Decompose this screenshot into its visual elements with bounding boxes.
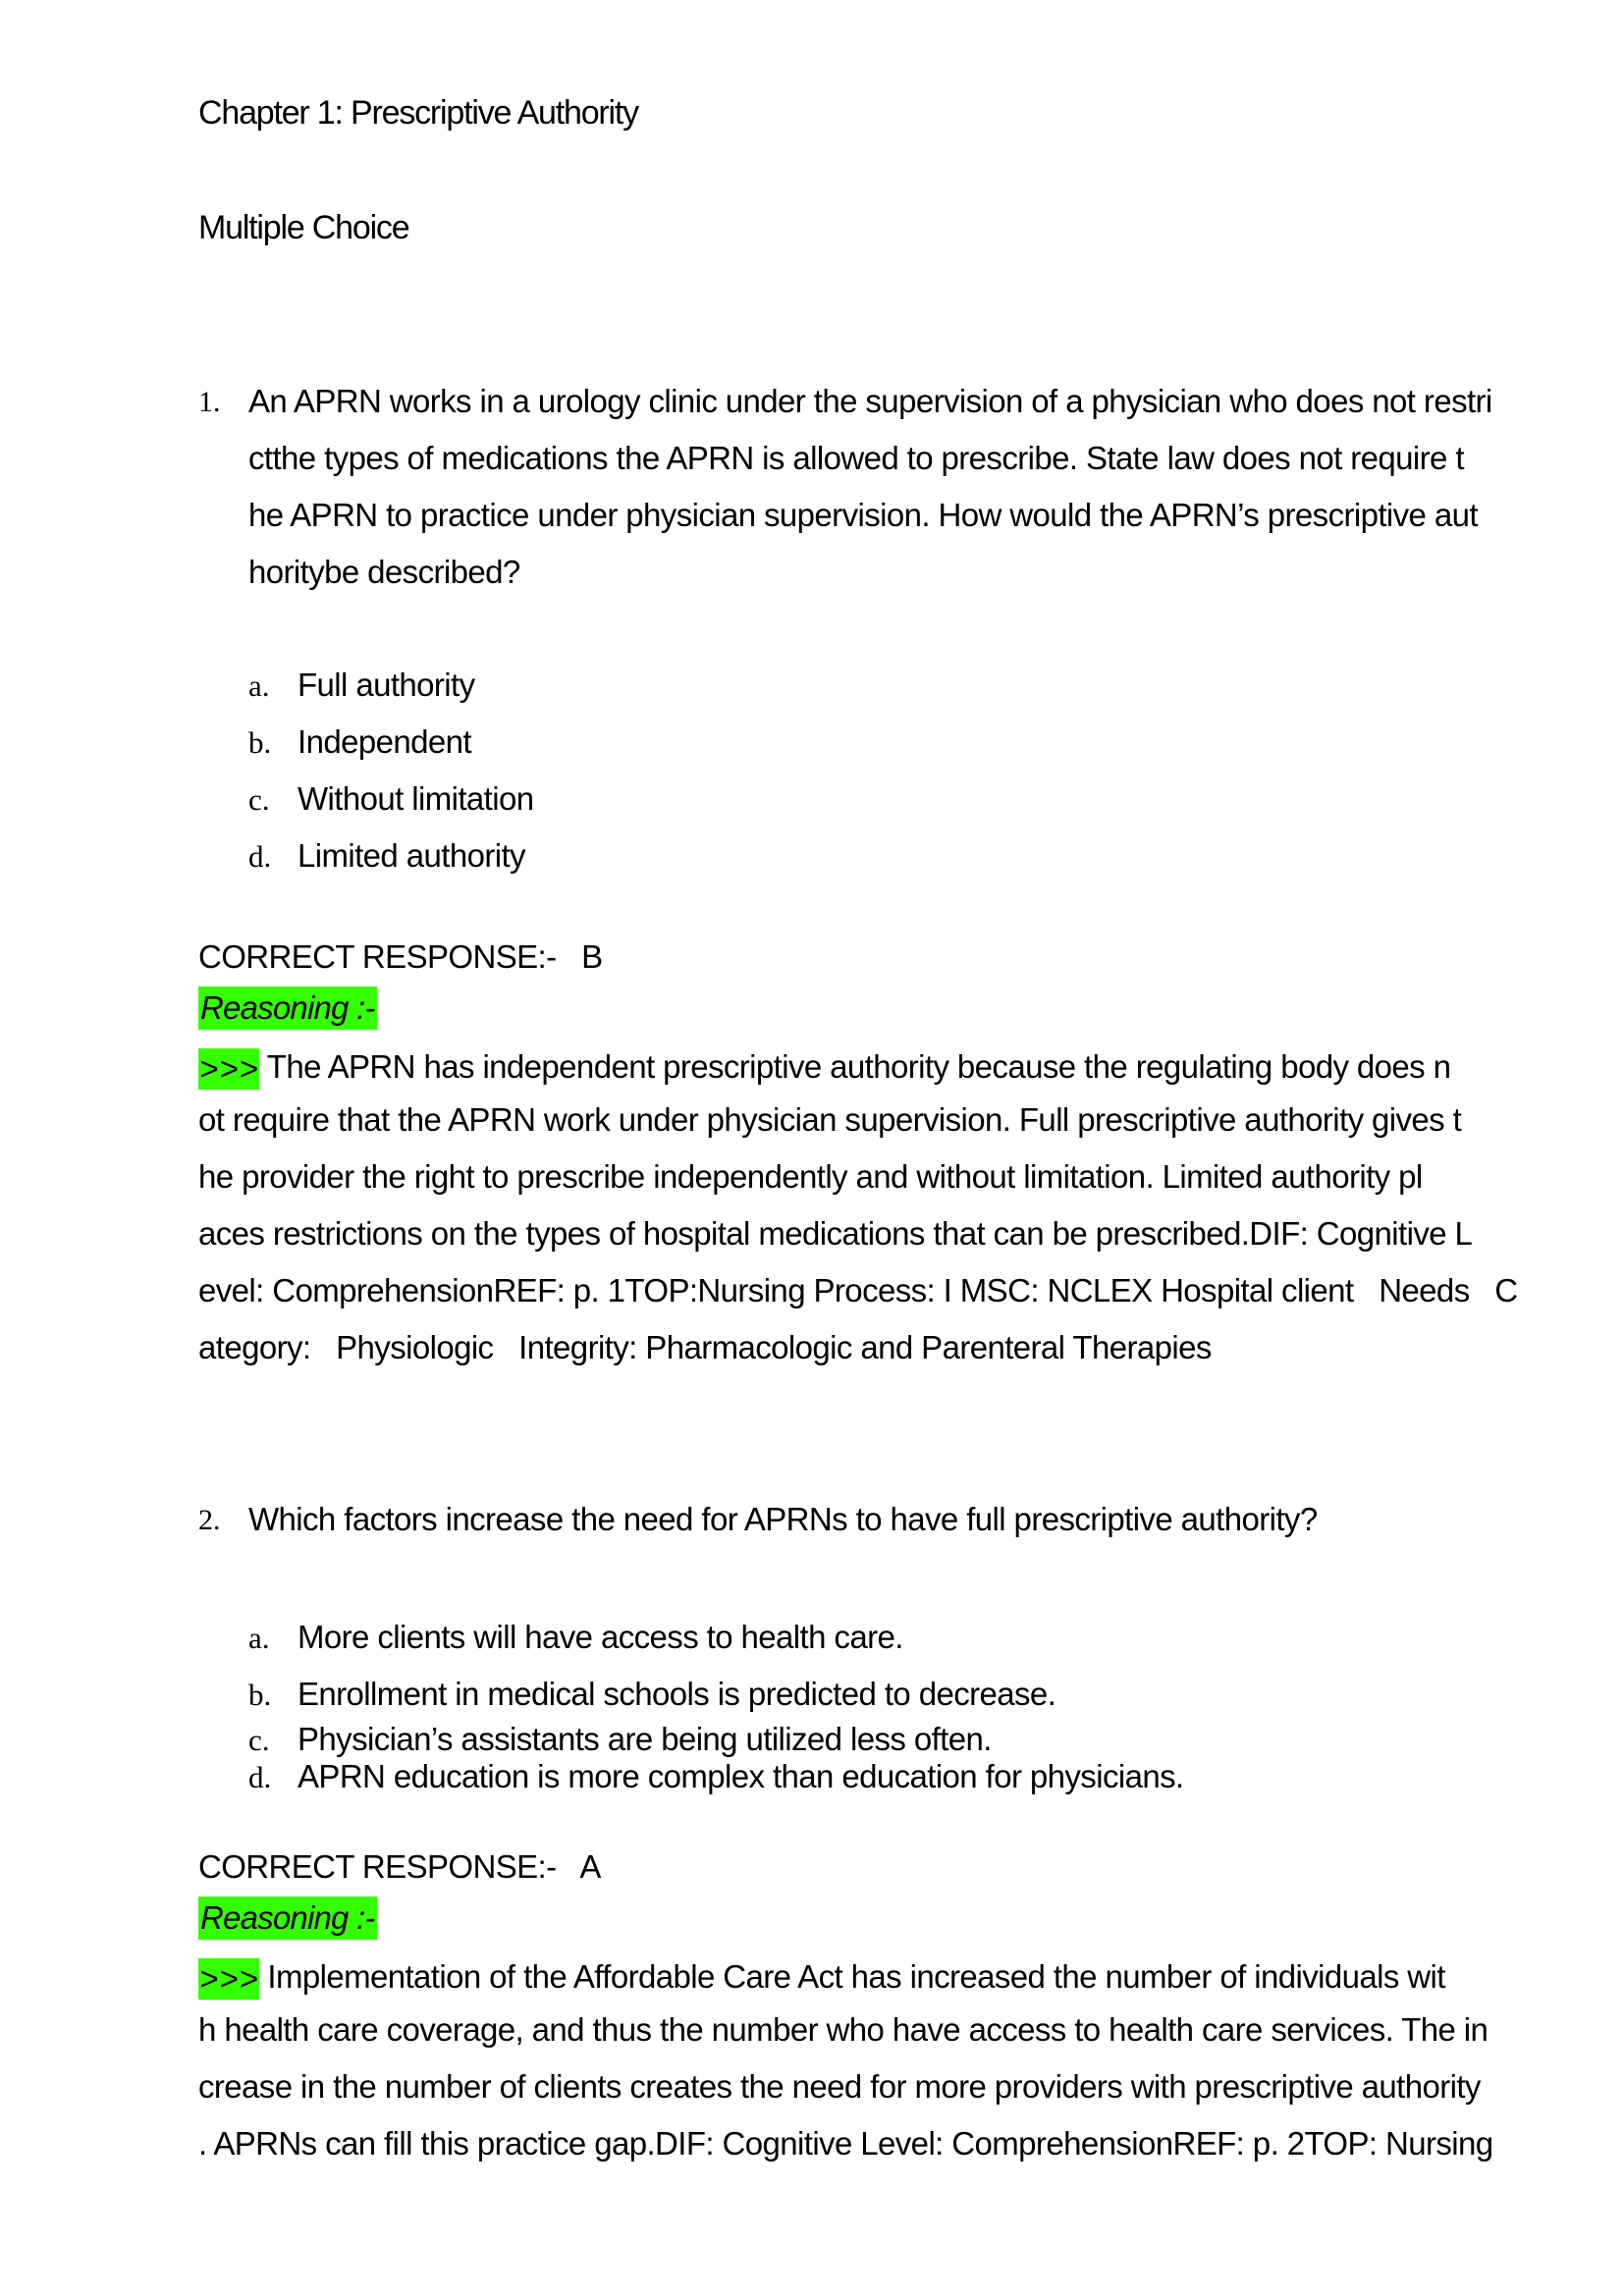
correct-response: CORRECT RESPONSE:- A xyxy=(198,1848,601,1885)
option-text: More clients will have access to health care. xyxy=(298,1619,903,1655)
reasoning-line: aces restrictions on the types of hospital medications that can be prescribed.DIF: Cognitive L xyxy=(198,1215,1473,1252)
option-letter: c. xyxy=(248,782,270,817)
reasoning-label: Reasoning :- xyxy=(198,987,377,1030)
question-number: 2. xyxy=(198,1504,221,1536)
reasoning-text: Implementation of the Affordable Care Act has increased the number of individuals wit xyxy=(258,1958,1445,1995)
option-text: Enrollment in medical schools is predicted to decrease. xyxy=(298,1676,1056,1712)
reasoning-line xyxy=(198,1957,1445,2000)
option-text: Physician’s assistants are being utilized less often. xyxy=(298,1721,992,1757)
reasoning-line: . APRNs can fill this practice gap.DIF: Cognitive Level: ComprehensionREF: p. 2TOP: Nursing xyxy=(198,2125,1493,2162)
question-stem-line: horitybe described? xyxy=(248,554,520,590)
option-letter: d. xyxy=(248,839,272,874)
highlight-arrow: >>> xyxy=(198,1958,259,2000)
reasoning-line: crease in the number of clients creates the need for more providers with prescriptive authority xyxy=(198,2068,1481,2105)
reasoning-line: ategory: Physiologic Integrity: Pharmacologic and Parenteral Therapies xyxy=(198,1329,1212,1365)
reasoning-line: h health care coverage, and thus the number who have access to health care services. The in xyxy=(198,2011,1489,2048)
question-stem-line: he APRN to practice under physician supervision. How would the APRN’s prescriptive aut xyxy=(248,497,1478,533)
option-letter: c. xyxy=(248,1723,270,1757)
question-stem-line: Which factors increase the need for APRNs to have full prescriptive authority? xyxy=(248,1501,1318,1537)
option-text: Full authority xyxy=(298,667,475,703)
reasoning-line: evel: ComprehensionREF: p. 1TOP:Nursing Process: I MSC: NCLEX Hospital client Needs C xyxy=(198,1272,1518,1308)
option-text: Independent xyxy=(298,723,471,760)
option-text: Limited authority xyxy=(298,837,525,874)
option-text: Without limitation xyxy=(298,780,534,817)
option-letter: d. xyxy=(248,1760,272,1794)
section-title: Multiple Choice xyxy=(198,209,409,246)
reasoning-line: ot require that the APRN work under physician supervision. Full prescriptive authority gives t xyxy=(198,1101,1462,1138)
question-stem-line: ctthe types of medications the APRN is allowed to prescribe. State law does not require t xyxy=(248,440,1464,476)
option-text: APRN education is more complex than education for physicians. xyxy=(298,1758,1184,1794)
reasoning-line: he provider the right to prescribe independently and without limitation. Limited authority pl xyxy=(198,1158,1423,1195)
option-letter: b. xyxy=(248,725,272,760)
reasoning-line xyxy=(198,1047,1450,1090)
highlight-arrow: >>> xyxy=(198,1048,259,1090)
option-letter: a. xyxy=(248,1621,270,1655)
option-letter: b. xyxy=(248,1678,272,1712)
reasoning-label: Reasoning :- xyxy=(198,1896,377,1940)
reasoning-text: The APRN has independent prescriptive authority because the regulating body does n xyxy=(258,1048,1451,1085)
option-letter: a. xyxy=(248,668,270,703)
chapter-title: Chapter 1: Prescriptive Authority xyxy=(198,94,638,132)
question-stem-line: An APRN works in a urology clinic under the supervision of a physician who does not restri xyxy=(248,383,1492,419)
question-number: 1. xyxy=(198,386,221,418)
correct-response: CORRECT RESPONSE:- B xyxy=(198,938,603,975)
